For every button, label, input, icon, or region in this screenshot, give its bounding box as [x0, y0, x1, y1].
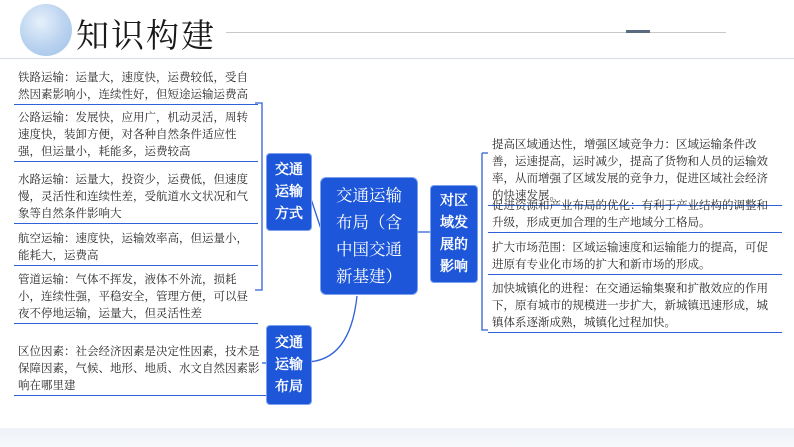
note-location-factors: 区位因素：社会经济因素是决定性因素，技术是保障因素，气候、地形、地质、水文自然因素影响在哪里建	[14, 342, 268, 396]
branch-impact-line-2: 域发	[440, 215, 468, 231]
center-line-3: 中国交通	[336, 240, 402, 259]
branch-impact-line-3: 展的	[440, 237, 468, 253]
note-waterway: 水路运输：运量大，投资少，运费低，但速度慢，灵活性和连续性差，受航道水文状况和气象等自然条件影响大	[14, 170, 258, 224]
branch-impact-line-1: 对区	[440, 193, 468, 209]
branch-impact-line-4: 影响	[440, 259, 468, 275]
center-line-4: 新基建）	[336, 267, 402, 286]
note-pipeline: 管道运输：气体不挥发，液体不外流，损耗小，连续性强，平稳安全，管理方便，可以昼夜不停地运输，运量大，但灵活性差	[14, 270, 258, 324]
note-highway: 公路运输：发展快，应用广，机动灵活，周转速度快，装卸方便，对各种自然条件适应性强，但运量小，耗能多，运费较高	[14, 108, 258, 162]
center-topic-box	[320, 177, 418, 295]
connector-layout-center	[305, 296, 357, 362]
branch-transport-layout	[266, 325, 312, 405]
note-urbanization: 加快城镇化的进程：在交通运输集聚和扩散效应的作用下，原有城市的规模进一步扩大，新城镇迅速形成，城镇体系逐渐成熟，城镇化过程加快。	[488, 279, 782, 333]
footer-band	[0, 428, 794, 447]
center-line-2: 布局（含	[336, 213, 402, 232]
branch-modes-line-1: 交通	[275, 162, 303, 178]
branch-modes-line-3: 方式	[275, 206, 303, 222]
branch-transport-modes	[266, 153, 312, 231]
branch-layout-line-2: 运输	[275, 357, 303, 373]
page-title: 知识构建	[76, 16, 216, 55]
branch-layout-line-1: 交通	[275, 335, 303, 351]
branch-modes-line-2: 运输	[275, 184, 303, 200]
note-railway: 铁路运输：运量大，速度快，运费较低，受自然因素影响小，连续性好，但短途运输运费高	[14, 68, 258, 105]
note-accessibility: 提高区域通达性，增强区域竞争力：区域运输条件改善，运速提高，运时减少，提高了货物和人员的运输效率，从而增强了区域发展的竞争力，促进区域社会经济的快速发展。	[488, 135, 782, 206]
branch-layout-line-3: 布局	[275, 379, 303, 395]
center-line-1: 交通运输	[336, 186, 402, 205]
branch-regional-impact	[430, 185, 478, 283]
note-market-expansion: 扩大市场范围：区域运输速度和运输能力的提高，可促进原有专业化市场的扩大和新市场的形成。	[488, 238, 782, 275]
note-industry-layout: 促进资源和产业布局的优化：有利于产业结构的调整和升级，形成更加合理的生产地域分工格局。	[488, 196, 782, 233]
note-aviation: 航空运输：速度快，运输效率高，但运量小，能耗大，运费高	[14, 229, 258, 266]
